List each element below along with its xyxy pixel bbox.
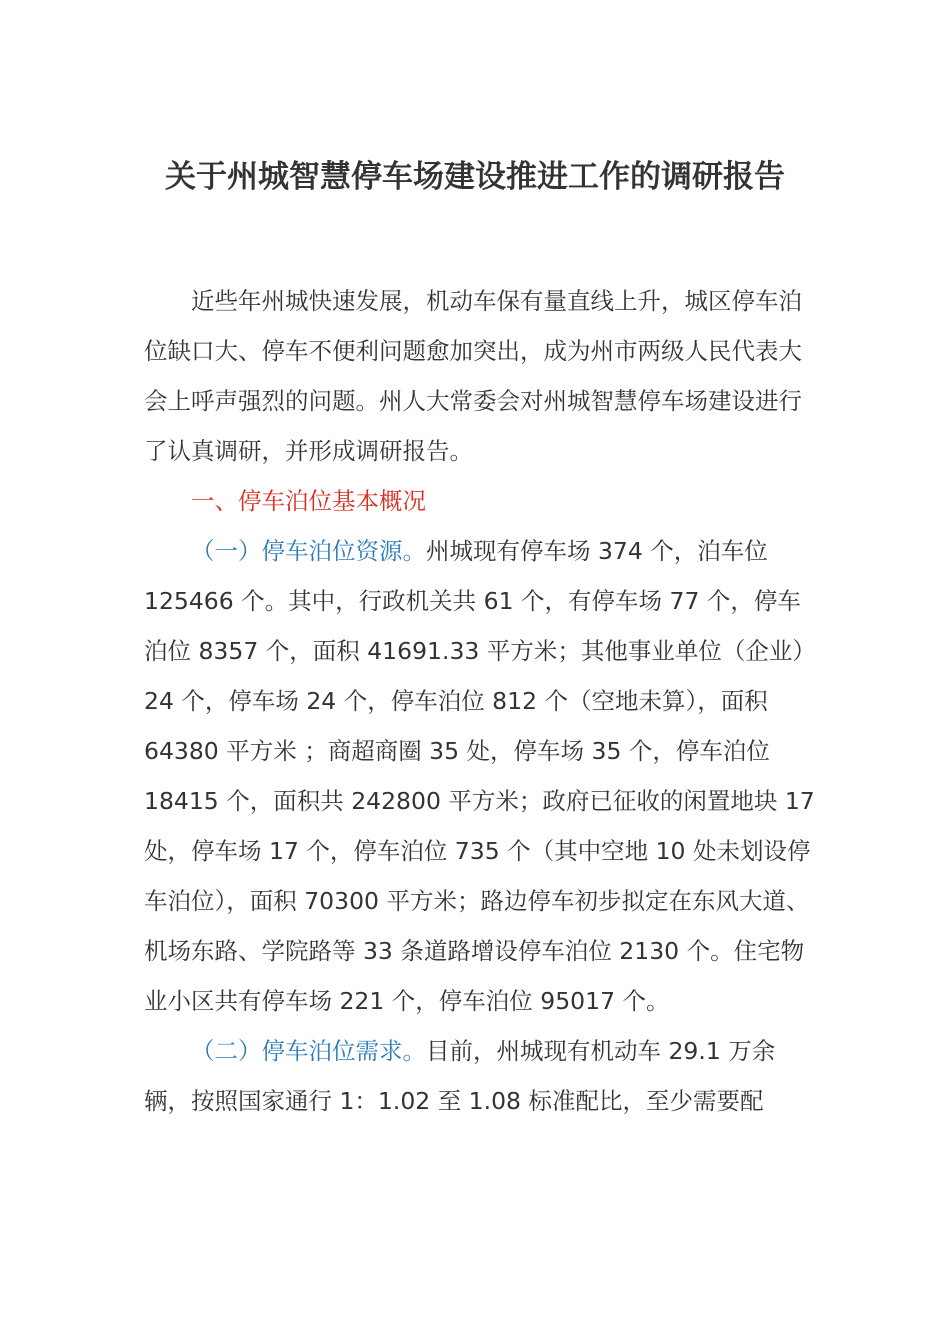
- subsection-paragraph-1: [144, 526, 816, 1026]
- subsection-heading-1: （一）停车泊位资源。: [191, 537, 426, 565]
- document-body: [144, 276, 816, 1126]
- subsection-heading-2: （二）停车泊位需求。: [191, 1037, 426, 1065]
- subsection-text-2: 目前，州城现有机动车 29.1 万余辆，按照国家通行 1：1.02 至 1.08 标准配比，至少需要配: [144, 1037, 776, 1115]
- subsection-text-1: 州城现有停车场 374 个，泊车位 125466 个。其中，行政机关共 61 个，有停车场 77 个，停车泊位 8357 个，面积 41691.33 平方米；其他事业单位（企业）24 个，停车场 24 个，停车泊位 812 个（空地未算），面积 64380 平方米 ；商超商圈 35 处，停车场 35 个，停车泊位 18415 个，面积共 242800 平方米；政府已征收的闲置地块 17 处，停车场 17 个，停车泊位 735 个（其中空地 10 处未划设停车泊位），面积 70300 平方米；路边停车初步拟定在东风大道、机场东路、学院路等 33 条道路增设停车泊位 2130 个。住宅物业小区共有停车场 221 个，停车泊位 95017 个。: [144, 537, 816, 1015]
- intro-paragraph: 近些年州城快速发展，机动车保有量直线上升，城区停车泊位缺口大、停车不便利问题愈加突出，成为州市两级人民代表大会上呼声强烈的问题。州人大常委会对州城智慧停车场建设进行了认真调研，并形成调研报告。: [144, 287, 802, 465]
- document-title: 关于州城智慧停车场建设推进工作的调研报告: [165, 159, 785, 195]
- subsection-paragraph-2: [144, 1026, 816, 1126]
- section-heading: 一、停车泊位基本概况: [191, 487, 426, 515]
